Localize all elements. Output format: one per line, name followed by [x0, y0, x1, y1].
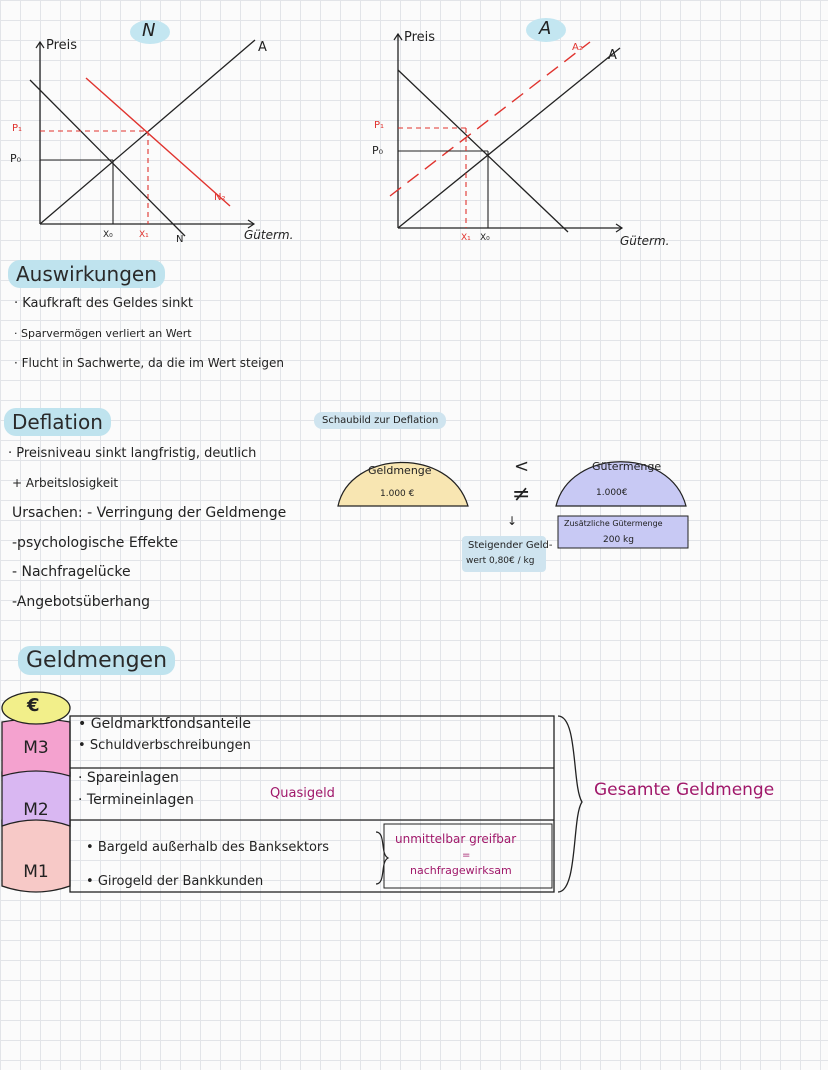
euro-icon: €	[27, 695, 40, 716]
graph-right-p0-label: P₀	[372, 144, 384, 157]
m3-item: • Schuldverbschreibungen	[78, 738, 251, 753]
graph-right-x-axis-label: Güterm.	[620, 234, 670, 248]
steigend-line1: Steigender Geld-	[468, 540, 553, 551]
down-arrow-icon: ↓	[507, 514, 518, 528]
gesamte-geldmenge-label: Gesamte Geldmenge	[594, 780, 775, 800]
graph-right-y-axis-label: Preis	[404, 30, 436, 45]
graph-left-x-axis-label: Güterm.	[244, 228, 294, 242]
graph-left-x1-label: X₁	[139, 230, 149, 240]
steigend-line2: wert 0,80€ / kg	[466, 556, 535, 566]
m2-item: · Spareinlagen	[78, 770, 179, 786]
graph-left-p1-label: P₁	[12, 123, 23, 134]
zusatz-value: 200 kg	[603, 535, 634, 545]
m3-label: M3	[23, 738, 49, 758]
m1-label: M1	[23, 862, 49, 882]
equals-symbol: =	[462, 850, 471, 861]
deflation-line: + Arbeitslosigkeit	[12, 476, 119, 490]
graph-left-p0-label: P₀	[10, 152, 22, 165]
m1-item: • Girogeld der Bankkunden	[86, 874, 264, 889]
gutermenge-value: 1.000€	[596, 488, 628, 498]
graph-left-title: N	[142, 20, 156, 41]
deflation-line: Ursachen: - Verringung der Geldmenge	[12, 505, 287, 521]
graph-left-curve-a-label: A	[258, 40, 267, 55]
m2-item: · Termineinlagen	[78, 792, 194, 808]
schaubild-badge: Schaubild zur Deflation	[314, 412, 446, 429]
nachfrage-label: nachfragewirksam	[410, 864, 512, 877]
m2-label: M2	[23, 800, 49, 820]
deflation-line: · Preisniveau sinkt langfristig, deutlich	[8, 446, 257, 461]
graph-right-title: A	[539, 18, 552, 39]
geldmenge-label: Geldmenge	[368, 464, 432, 477]
geldmengen-heading: Geldmengen	[18, 646, 175, 675]
graph-right-curve-a-label: A	[608, 48, 617, 63]
quasigeld-label: Quasigeld	[270, 786, 335, 801]
auswirkung-item: · Kaufkraft des Geldes sinkt	[14, 296, 194, 311]
m3-item: • Geldmarktfondsanteile	[78, 716, 252, 732]
m1-item: • Bargeld außerhalb des Banksektors	[86, 840, 330, 855]
graph-right-p1-label: P₁	[374, 120, 385, 131]
graph-right-curve-a2-label: A₂	[572, 42, 583, 53]
deflation-line: -Angebotsüberhang	[12, 594, 151, 610]
deflation-line: -psychologische Effekte	[12, 535, 179, 551]
zusatz-label: Zusätzliche Gütermenge	[564, 519, 663, 528]
auswirkung-item: · Sparvermögen verliert an Wert	[14, 327, 192, 340]
deflation-line: - Nachfragelücke	[12, 564, 131, 580]
gutermenge-label: Gütermenge	[592, 460, 662, 473]
auswirkungen-heading: Auswirkungen	[8, 260, 165, 288]
graph-left-curve-n-label: N	[176, 234, 184, 245]
geldmenge-value: 1.000 €	[380, 489, 415, 499]
graph-left-y-axis-label: Preis	[46, 38, 78, 53]
deflation-heading: Deflation	[4, 408, 111, 436]
unmittelbar-label: unmittelbar greifbar	[395, 832, 517, 846]
not-equal-symbol: ≠	[512, 482, 531, 507]
graph-left-x0-label: X₀	[103, 230, 113, 240]
graph-right-x0-label: X₀	[480, 233, 490, 243]
graph-right-x1-label: X₁	[461, 233, 471, 243]
less-than-symbol: <	[514, 456, 530, 477]
auswirkung-item: · Flucht in Sachwerte, da die im Wert steigen	[14, 356, 285, 370]
graph-left-curve-n2-label: N₂	[214, 192, 226, 203]
